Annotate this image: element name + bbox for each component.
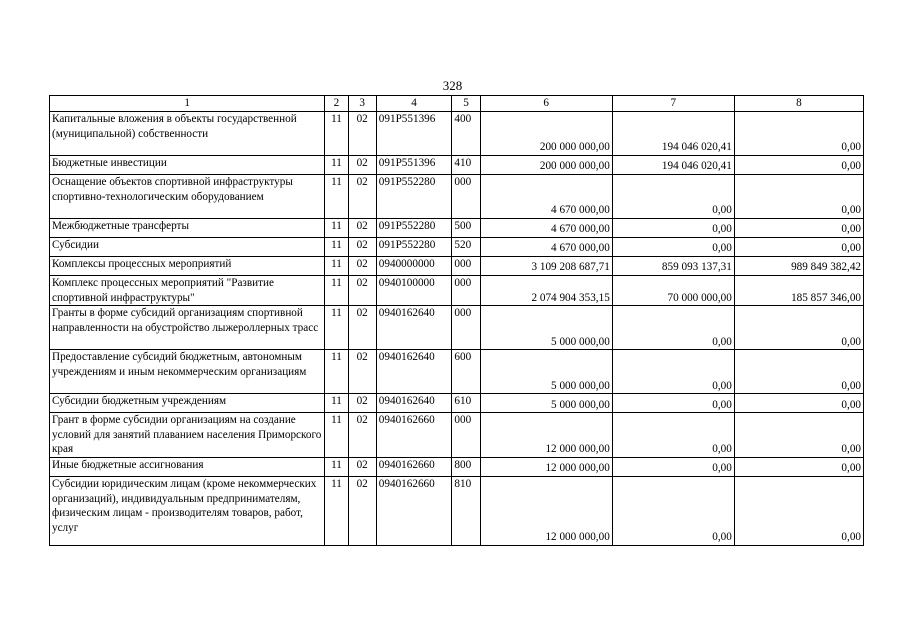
- row-name: Оснащение объектов спортивной инфраструктуры спортивно-технологическим оборудованием: [50, 175, 325, 219]
- row-name: Гранты в форме субсидий организациям спортивной направленности на обустройство лыжероллерных трасс: [50, 306, 325, 350]
- row-amount-col7: 0,00: [612, 219, 734, 238]
- row-amount-col7: 0,00: [612, 238, 734, 257]
- row-target-article: 091P552280: [376, 238, 452, 257]
- row-expense-type: 810: [452, 476, 480, 545]
- table-row: [50, 175, 864, 219]
- row-amount-col8: 0,00: [734, 175, 863, 219]
- table-row: [50, 457, 864, 476]
- column-header-2: 2: [325, 96, 348, 112]
- row-amount-col8: 0,00: [734, 476, 863, 545]
- table-body: [50, 112, 864, 546]
- row-section: 11: [325, 457, 348, 476]
- row-section: 11: [325, 350, 348, 394]
- row-amount-col8: 0,00: [734, 112, 863, 156]
- row-amount-col6: 4 670 000,00: [480, 238, 612, 257]
- table-row: [50, 156, 864, 175]
- row-amount-col8: 0,00: [734, 219, 863, 238]
- row-subsection: 02: [348, 112, 376, 156]
- row-expense-type: 000: [452, 257, 480, 276]
- row-target-article: 091P552280: [376, 219, 452, 238]
- row-target-article: 0940162640: [376, 306, 452, 350]
- row-amount-col6: 5 000 000,00: [480, 350, 612, 394]
- row-subsection: 02: [348, 457, 376, 476]
- row-name: Субсидии бюджетным учреждениям: [50, 394, 325, 413]
- row-expense-type: 000: [452, 276, 480, 306]
- row-amount-col8: 0,00: [734, 394, 863, 413]
- table-row: [50, 219, 864, 238]
- column-header-8: 8: [734, 96, 863, 112]
- row-amount-col7: 0,00: [612, 306, 734, 350]
- row-amount-col6: 12 000 000,00: [480, 457, 612, 476]
- row-target-article: 091P551396: [376, 112, 452, 156]
- row-target-article: 0940162660: [376, 476, 452, 545]
- row-amount-col7: 0,00: [612, 457, 734, 476]
- row-amount-col6: 12 000 000,00: [480, 476, 612, 545]
- table-row: [50, 306, 864, 350]
- table-row: [50, 276, 864, 306]
- row-amount-col8: 0,00: [734, 156, 863, 175]
- row-subsection: 02: [348, 476, 376, 545]
- row-expense-type: 000: [452, 306, 480, 350]
- column-header-1: 1: [50, 96, 325, 112]
- row-expense-type: 610: [452, 394, 480, 413]
- row-expense-type: 410: [452, 156, 480, 175]
- row-expense-type: 800: [452, 457, 480, 476]
- row-amount-col7: 194 046 020,41: [612, 156, 734, 175]
- table-row: [50, 413, 864, 458]
- row-amount-col6: 12 000 000,00: [480, 413, 612, 458]
- row-target-article: 0940100000: [376, 276, 452, 306]
- row-name: Иные бюджетные ассигнования: [50, 457, 325, 476]
- column-header-7: 7: [612, 96, 734, 112]
- row-name: Предоставление субсидий бюджетным, автономным учреждениям и иным некоммерческим организациям: [50, 350, 325, 394]
- row-subsection: 02: [348, 156, 376, 175]
- row-name: Субсидии юридическим лицам (кроме некоммерческих организаций), индивидуальным предпринимателям, физическим лицам - производителям товаров, работ, услуг: [50, 476, 325, 545]
- row-name: Грант в форме субсидии организациям на создание условий для занятий плаванием населения Приморского края: [50, 413, 325, 458]
- row-expense-type: 000: [452, 413, 480, 458]
- row-amount-col8: 0,00: [734, 350, 863, 394]
- row-amount-col7: 0,00: [612, 413, 734, 458]
- row-amount-col7: 194 046 020,41: [612, 112, 734, 156]
- row-amount-col6: 2 074 904 353,15: [480, 276, 612, 306]
- page-number: 328: [442, 78, 463, 93]
- row-amount-col6: 3 109 208 687,71: [480, 257, 612, 276]
- row-section: 11: [325, 238, 348, 257]
- budget-table: [49, 95, 864, 546]
- table-row: [50, 112, 864, 156]
- table-row: [50, 257, 864, 276]
- row-subsection: 02: [348, 394, 376, 413]
- row-section: 11: [325, 257, 348, 276]
- row-section: 11: [325, 476, 348, 545]
- row-section: 11: [325, 413, 348, 458]
- row-amount-col8: 989 849 382,42: [734, 257, 863, 276]
- row-subsection: 02: [348, 238, 376, 257]
- row-section: 11: [325, 306, 348, 350]
- column-header-3: 3: [348, 96, 376, 112]
- row-amount-col8: 185 857 346,00: [734, 276, 863, 306]
- row-target-article: 091P551396: [376, 156, 452, 175]
- row-amount-col8: 0,00: [734, 306, 863, 350]
- row-target-article: 0940162640: [376, 394, 452, 413]
- column-header-6: 6: [480, 96, 612, 112]
- row-amount-col7: 0,00: [612, 350, 734, 394]
- row-section: 11: [325, 112, 348, 156]
- row-name: Комплексы процессных мероприятий: [50, 257, 325, 276]
- row-target-article: 0940000000: [376, 257, 452, 276]
- row-target-article: 0940162640: [376, 350, 452, 394]
- row-section: 11: [325, 175, 348, 219]
- row-name: Межбюджетные трансферты: [50, 219, 325, 238]
- row-expense-type: 520: [452, 238, 480, 257]
- row-expense-type: 000: [452, 175, 480, 219]
- row-section: 11: [325, 219, 348, 238]
- row-amount-col7: 0,00: [612, 476, 734, 545]
- row-subsection: 02: [348, 306, 376, 350]
- row-amount-col7: 70 000 000,00: [612, 276, 734, 306]
- row-target-article: 0940162660: [376, 457, 452, 476]
- row-name: Субсидии: [50, 238, 325, 257]
- row-expense-type: 500: [452, 219, 480, 238]
- row-subsection: 02: [348, 257, 376, 276]
- row-subsection: 02: [348, 350, 376, 394]
- row-section: 11: [325, 276, 348, 306]
- row-section: 11: [325, 394, 348, 413]
- row-expense-type: 400: [452, 112, 480, 156]
- row-subsection: 02: [348, 413, 376, 458]
- row-name: Капитальные вложения в объекты государственной (муниципальной) собственности: [50, 112, 325, 156]
- table-row: [50, 238, 864, 257]
- row-amount-col7: 859 093 137,31: [612, 257, 734, 276]
- row-section: 11: [325, 156, 348, 175]
- column-header-4: 4: [376, 96, 452, 112]
- row-subsection: 02: [348, 276, 376, 306]
- row-target-article: 0940162660: [376, 413, 452, 458]
- row-subsection: 02: [348, 219, 376, 238]
- row-subsection: 02: [348, 175, 376, 219]
- row-amount-col6: 5 000 000,00: [480, 306, 612, 350]
- row-name: Комплекс процессных мероприятий "Развитие спортивной инфраструктуры": [50, 276, 325, 306]
- row-target-article: 091P552280: [376, 175, 452, 219]
- row-amount-col8: 0,00: [734, 238, 863, 257]
- table-row: [50, 350, 864, 394]
- column-header-5: 5: [452, 96, 480, 112]
- row-expense-type: 600: [452, 350, 480, 394]
- table-row: [50, 476, 864, 545]
- row-amount-col6: 4 670 000,00: [480, 219, 612, 238]
- row-amount-col6: 5 000 000,00: [480, 394, 612, 413]
- row-amount-col8: 0,00: [734, 413, 863, 458]
- row-amount-col7: 0,00: [612, 394, 734, 413]
- row-amount-col6: 200 000 000,00: [480, 156, 612, 175]
- row-amount-col6: 200 000 000,00: [480, 112, 612, 156]
- header-row: [50, 96, 864, 112]
- row-amount-col8: 0,00: [734, 457, 863, 476]
- row-amount-col7: 0,00: [612, 175, 734, 219]
- table-row: [50, 394, 864, 413]
- row-amount-col6: 4 670 000,00: [480, 175, 612, 219]
- row-name: Бюджетные инвестиции: [50, 156, 325, 175]
